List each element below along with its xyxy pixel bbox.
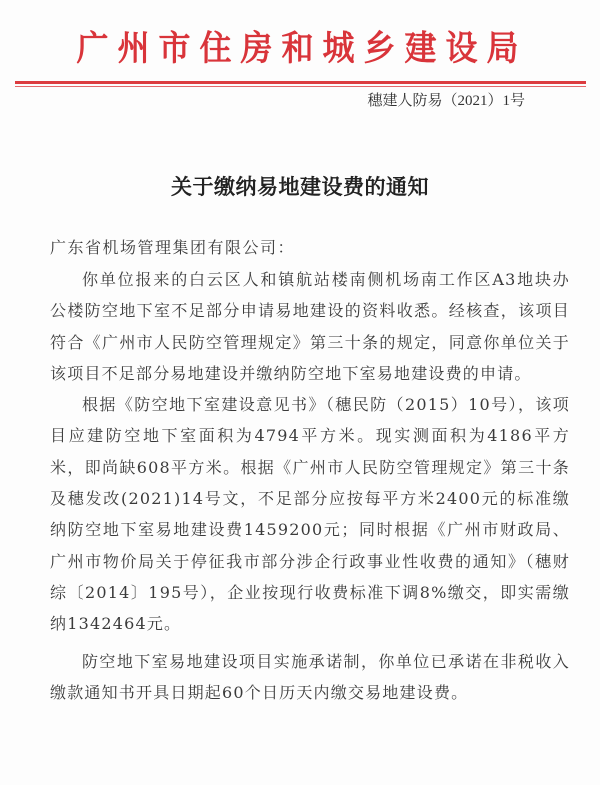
masthead-rule-thin	[15, 86, 586, 87]
document-number: 穗建人防易（2021）1号	[367, 93, 525, 109]
paragraph-commitment: 防空地下室易地建设项目实施承诺制，你单位已承诺在非税收入缴款通知书开具日期起60个日历天内缴交易地建设费。	[50, 651, 570, 702]
issuer-masthead: 广州市住房和城乡建设局	[76, 27, 528, 69]
masthead-rule-thick	[15, 81, 586, 84]
salutation: 广东省机场管理集团有限公司：	[50, 238, 296, 257]
document-title: 关于缴纳易地建设费的通知	[171, 175, 429, 199]
document-body	[50, 264, 570, 708]
paragraph-approval: 你单位报来的白云区人和镇航站楼南侧机场南工作区A3地块办公楼防空地下室不足部分申请易地建设的资料收悉。经核查，该项目符合《广州市人民防空管理规定》第三十条的规定，同意你单位关于该项目不足部分易地建设并缴纳防空地下室易地建设费的申请。	[50, 270, 570, 383]
paragraph-fee-calculation: 根据《防空地下室建设意见书》（穗民防（2015）10号），该项目应建防空地下室面积为4794平方米。现实测面积为4186平方米，即尚缺608平方米。根据《广州市人民防空管理规定》第三十条及穗发改(2021)14号文，不足部分应按每平方米2400元的标准缴纳防空地下室易地建设费1459200元；同时根据《广州市财政局、广州市物价局关于停征我市部分涉企行政事业性收费的通知》（穗财综〔2014〕195号），企业按现行收费标准下调8%缴交，即实需缴纳1342464元。	[50, 395, 570, 634]
